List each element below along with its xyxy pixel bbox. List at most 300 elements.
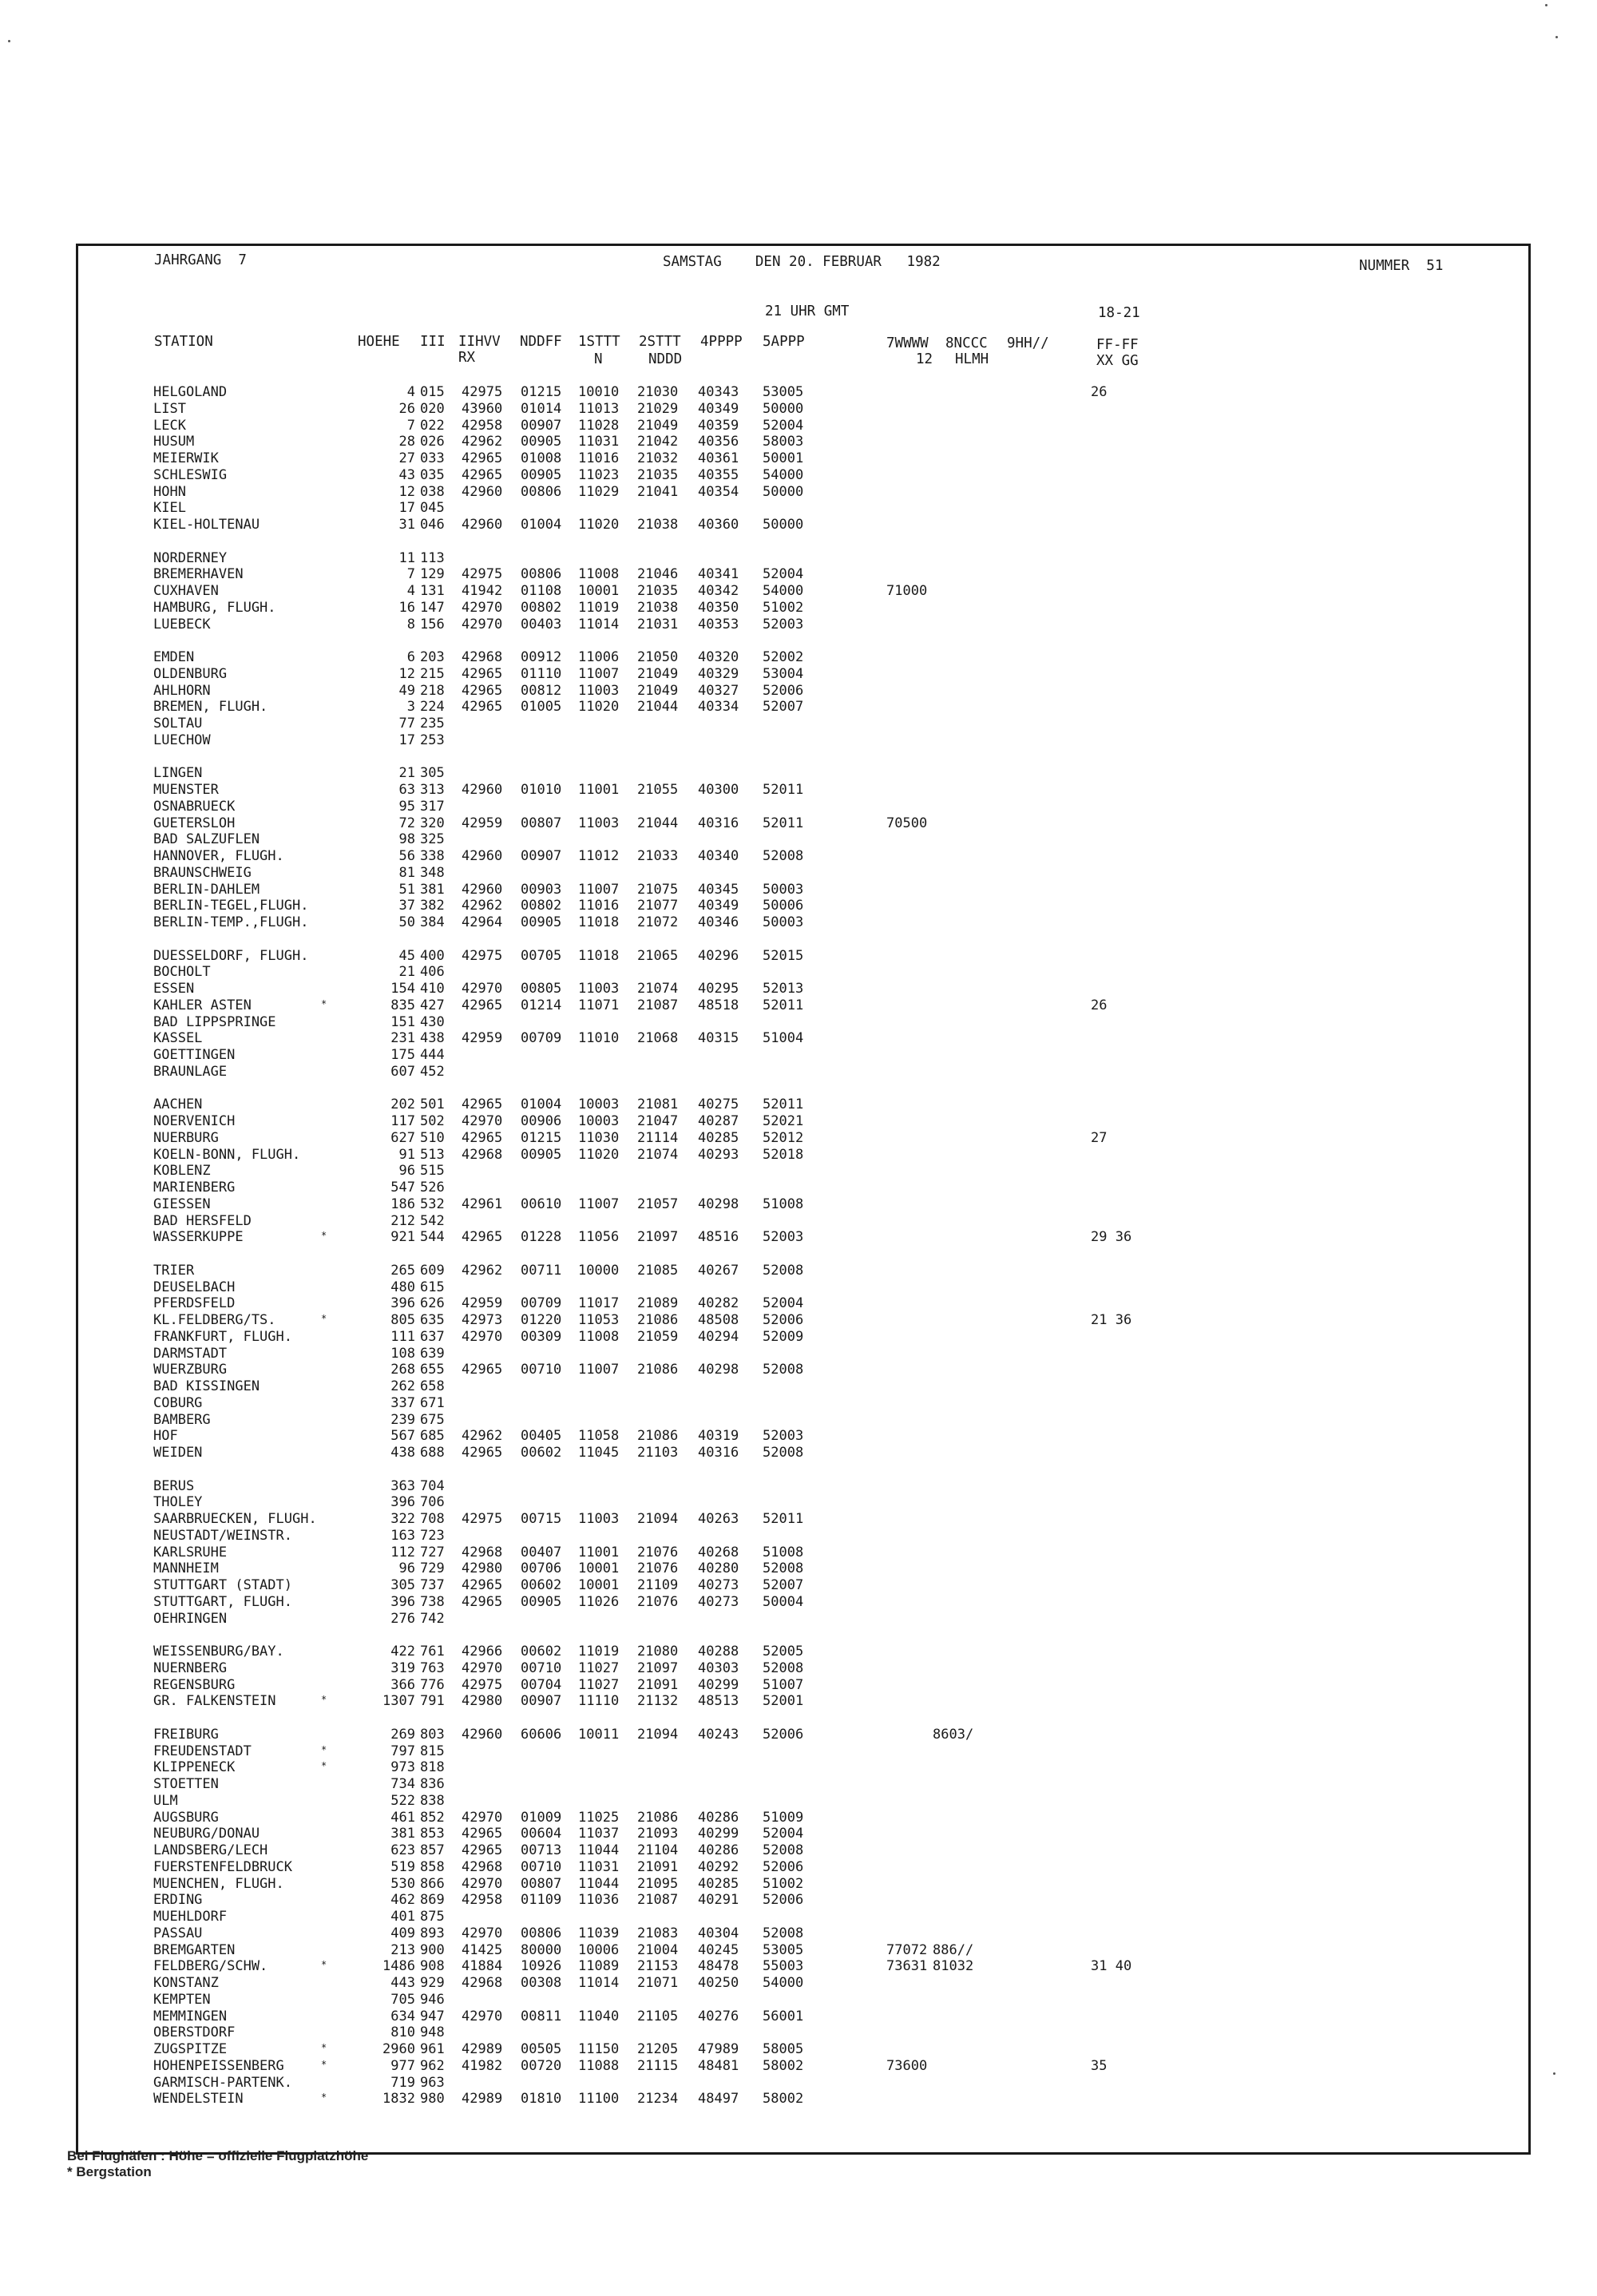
station-name: LECK	[153, 417, 186, 434]
5appp-value: 52012	[763, 1129, 804, 1146]
station-name: HUSUM	[153, 434, 195, 450]
station-name: ERDING	[153, 1892, 203, 1909]
col-ff-sub: XX GG	[1096, 353, 1139, 369]
table-row	[0, 517, 1597, 533]
2sttt-value: 21081	[637, 1096, 679, 1113]
1sttt-value: 11020	[578, 517, 620, 533]
table-row	[0, 1113, 1597, 1129]
hoehe-value: 547	[390, 1180, 415, 1196]
nddff-value: 00720	[521, 2057, 562, 2074]
table-row	[0, 765, 1597, 781]
2sttt-value: 21153	[637, 1958, 679, 1975]
5appp-value: 55003	[763, 1958, 804, 1975]
hoehe-value: 202	[390, 1096, 415, 1113]
col-4pppp: 4PPPP	[700, 334, 743, 350]
iii-value: 615	[420, 1279, 445, 1295]
iii-value: 838	[420, 1792, 445, 1809]
hoehe-value: 607	[390, 1063, 415, 1080]
table-row	[0, 1909, 1597, 1925]
station-name: KL.FELDBERG/TS.	[153, 1312, 276, 1328]
table-row	[0, 2009, 1597, 2024]
2sttt-value: 21094	[637, 1726, 679, 1743]
nddff-value: 01228	[521, 1229, 562, 1246]
4pppp-value: 40304	[698, 1925, 739, 1941]
station-name: THOLEY	[153, 1494, 203, 1511]
iii-value: 526	[420, 1180, 445, 1196]
station-name: MUENCHEN, FLUGH.	[153, 1875, 284, 1892]
hoehe-value: 269	[390, 1726, 415, 1743]
5appp-value: 50001	[763, 450, 804, 466]
nddff-value: 00705	[521, 947, 562, 964]
nddff-value: 00802	[521, 898, 562, 914]
5appp-value: 51009	[763, 1809, 804, 1826]
table-row	[0, 467, 1597, 483]
nddff-value: 00906	[521, 1113, 562, 1129]
table-row	[0, 1577, 1597, 1593]
table-row	[0, 583, 1597, 599]
mountain-station-marker: *	[321, 1313, 327, 1324]
1sttt-value: 11014	[578, 1975, 620, 1991]
hoehe-value: 438	[390, 1445, 415, 1461]
5appp-value: 50006	[763, 898, 804, 914]
4pppp-value: 40315	[698, 1030, 739, 1047]
table-row	[0, 1346, 1597, 1362]
station-name: NOERVENICH	[153, 1113, 236, 1129]
iii-value: 045	[420, 500, 445, 517]
hoehe-value: 96	[398, 1163, 415, 1180]
iii-value: 382	[420, 898, 445, 914]
table-row	[0, 1611, 1597, 1627]
iii-value: 406	[420, 964, 445, 981]
iii-value: 815	[420, 1743, 445, 1759]
4pppp-value: 40288	[698, 1644, 739, 1660]
station-name: FREIBURG	[153, 1726, 219, 1743]
iihvv-value: 42965	[462, 466, 503, 483]
station-name: BERLIN-TEMP.,FLUGH.	[153, 914, 309, 930]
1sttt-value: 11016	[578, 898, 620, 914]
station-name: NORDERNEY	[153, 549, 228, 566]
iii-value: 046	[420, 517, 445, 533]
5appp-value: 52008	[763, 1925, 804, 1941]
2sttt-value: 21044	[637, 699, 679, 716]
5appp-value: 52011	[763, 997, 804, 1013]
iii-value: 866	[420, 1875, 445, 1892]
iihvv-value: 42966	[462, 1644, 503, 1660]
iii-value: 763	[420, 1660, 445, 1676]
table-row	[0, 1545, 1597, 1560]
table-row	[0, 1279, 1597, 1295]
hoehe-value: 1832	[382, 2091, 415, 2108]
nddff-value: 01215	[521, 1129, 562, 1146]
station-name: MEIERWIK	[153, 450, 219, 466]
table-row	[0, 799, 1597, 815]
2sttt-value: 21114	[637, 1129, 679, 1146]
5appp-value: 52002	[763, 649, 804, 665]
1sttt-value: 11044	[578, 1875, 620, 1892]
table-row	[0, 699, 1597, 715]
iihvv-value: 42970	[462, 1809, 503, 1826]
station-name: WASSERKUPPE	[153, 1229, 244, 1246]
table-row	[0, 1461, 1597, 1477]
5appp-value: 52006	[763, 682, 804, 699]
1sttt-value: 11006	[578, 649, 620, 665]
4pppp-value: 40300	[698, 782, 739, 798]
col-2sttt: 2STTT	[639, 334, 681, 350]
iii-value: 688	[420, 1445, 445, 1461]
hoehe-value: 396	[390, 1593, 415, 1610]
2sttt-value: 21072	[637, 914, 679, 930]
1sttt-value: 11003	[578, 815, 620, 831]
2sttt-value: 21103	[637, 1445, 679, 1461]
1sttt-value: 11012	[578, 848, 620, 864]
table-row	[0, 1677, 1597, 1693]
station-name: HAMBURG, FLUGH.	[153, 599, 276, 616]
4pppp-value: 47989	[698, 2041, 739, 2057]
iii-value: 761	[420, 1644, 445, 1660]
nddff-value: 00704	[521, 1676, 562, 1693]
5appp-value: 52006	[763, 1726, 804, 1743]
nddff-value: 01008	[521, 450, 562, 466]
5appp-value: 58002	[763, 2091, 804, 2108]
iii-value: 400	[420, 947, 445, 964]
station-name: FUERSTENFELDBRUCK	[153, 1858, 292, 1875]
col-1sttt-sub: N	[594, 351, 603, 367]
hoehe-value: 623	[390, 1842, 415, 1858]
col-5appp: 5APPP	[763, 334, 805, 350]
station-name: FREUDENSTADT	[153, 1743, 252, 1759]
1sttt-value: 11150	[578, 2041, 620, 2057]
iii-value: 609	[420, 1262, 445, 1279]
table-row	[0, 2041, 1597, 2057]
4pppp-value: 40276	[698, 2008, 739, 2024]
2sttt-value: 21087	[637, 997, 679, 1013]
station-name: AUGSBURG	[153, 1809, 219, 1826]
4pppp-value: 48497	[698, 2091, 739, 2108]
iii-value: 384	[420, 914, 445, 930]
station-name: STOETTEN	[153, 1776, 219, 1792]
2sttt-value: 21075	[637, 881, 679, 898]
col-7wwww-sub: 12	[916, 351, 933, 367]
iii-value: 381	[420, 881, 445, 898]
5appp-value: 52021	[763, 1113, 804, 1129]
table-row	[0, 1975, 1597, 1991]
4pppp-value: 40296	[698, 947, 739, 964]
hoehe-value: 268	[390, 1362, 415, 1378]
hoehe-value: 921	[390, 1229, 415, 1246]
1sttt-value: 10001	[578, 583, 620, 599]
hoehe-value: 276	[390, 1610, 415, 1627]
table-row	[0, 550, 1597, 566]
station-name: HELGOLAND	[153, 384, 228, 400]
1sttt-value: 11007	[578, 1362, 620, 1378]
table-row	[0, 1412, 1597, 1428]
5appp-value: 52011	[763, 1096, 804, 1113]
5appp-value: 52011	[763, 1511, 804, 1527]
station-name: HANNOVER, FLUGH.	[153, 848, 284, 864]
iihvv-value: 42960	[462, 881, 503, 898]
table-row	[0, 1826, 1597, 1842]
iii-value: 313	[420, 782, 445, 798]
iii-value: 427	[420, 997, 445, 1013]
table-row	[0, 617, 1597, 632]
station-name: CUXHAVEN	[153, 583, 219, 599]
table-row	[0, 1064, 1597, 1080]
5appp-value: 50003	[763, 914, 804, 930]
2sttt-value: 21059	[637, 1328, 679, 1345]
iii-value: 305	[420, 765, 445, 782]
iii-value: 655	[420, 1362, 445, 1378]
4pppp-value: 40282	[698, 1295, 739, 1312]
hoehe-value: 977	[390, 2057, 415, 2074]
nddff-value: 00602	[521, 1644, 562, 1660]
1sttt-value: 11020	[578, 699, 620, 716]
2sttt-value: 21086	[637, 1428, 679, 1445]
7wwww-value: 71000	[886, 583, 928, 599]
table-row	[0, 882, 1597, 898]
4pppp-value: 40349	[698, 400, 739, 417]
5appp-value: 52011	[763, 782, 804, 798]
iihvv-value: 42962	[462, 434, 503, 450]
station-name: BAD SALZUFLEN	[153, 831, 260, 848]
nddff-value: 00905	[521, 1593, 562, 1610]
hoehe-value: 16	[398, 599, 415, 616]
iii-value: 218	[420, 682, 445, 699]
iii-value: 131	[420, 583, 445, 599]
hoehe-value: 363	[390, 1477, 415, 1494]
4pppp-value: 40295	[698, 981, 739, 997]
5appp-value: 52015	[763, 947, 804, 964]
1sttt-value: 11007	[578, 881, 620, 898]
1sttt-value: 10003	[578, 1096, 620, 1113]
5appp-value: 50000	[763, 517, 804, 533]
nddff-value: 00711	[521, 1262, 562, 1279]
4pppp-value: 40359	[698, 417, 739, 434]
table-row	[0, 1096, 1597, 1112]
nddff-value: 00602	[521, 1577, 562, 1593]
table-row	[0, 848, 1597, 864]
iii-value: 224	[420, 699, 445, 716]
hoehe-value: 1307	[382, 1693, 415, 1710]
1sttt-value: 11044	[578, 1842, 620, 1858]
4pppp-value: 40340	[698, 848, 739, 864]
7wwww-value: 77072	[886, 1941, 928, 1958]
iihvv-value: 42968	[462, 1544, 503, 1560]
1sttt-value: 11019	[578, 599, 620, 616]
nddff-value: 80000	[521, 1941, 562, 1958]
iii-value: 320	[420, 815, 445, 831]
nddff-value: 00709	[521, 1295, 562, 1312]
hoehe-value: 409	[390, 1925, 415, 1941]
nddff-value: 00403	[521, 616, 562, 632]
2sttt-value: 21049	[637, 682, 679, 699]
table-row	[0, 1395, 1597, 1411]
hoehe-value: 319	[390, 1660, 415, 1676]
station-name: BAMBERG	[153, 1411, 211, 1428]
4pppp-value: 40243	[698, 1726, 739, 1743]
5appp-value: 52008	[763, 1842, 804, 1858]
station-name: LUECHOW	[153, 732, 211, 748]
iihvv-value: 42960	[462, 782, 503, 798]
nddff-value: 00604	[521, 1826, 562, 1842]
iii-value: 253	[420, 732, 445, 748]
period-label: 18-21	[1098, 305, 1140, 321]
station-name: BERLIN-DAHLEM	[153, 881, 260, 898]
hoehe-value: 381	[390, 1826, 415, 1842]
iii-value: 317	[420, 798, 445, 815]
4pppp-value: 40291	[698, 1892, 739, 1909]
iii-value: 348	[420, 864, 445, 881]
iii-value: 026	[420, 434, 445, 450]
hoehe-value: 21	[398, 964, 415, 981]
iii-value: 532	[420, 1196, 445, 1212]
station-name: FELDBERG/SCHW.	[153, 1958, 268, 1975]
5appp-value: 51007	[763, 1676, 804, 1693]
hoehe-value: 12	[398, 665, 415, 682]
5appp-value: 58003	[763, 434, 804, 450]
iihvv-value: 42962	[462, 898, 503, 914]
col-iihvv: IIHVV	[458, 334, 501, 350]
station-name: NUERBURG	[153, 1129, 219, 1146]
4pppp-value: 48513	[698, 1693, 739, 1710]
iihvv-value: 42975	[462, 1511, 503, 1527]
nddff-value: 00405	[521, 1428, 562, 1445]
station-name: ESSEN	[153, 981, 195, 997]
2sttt-value: 21029	[637, 400, 679, 417]
5appp-value: 56001	[763, 2008, 804, 2024]
iii-value: 203	[420, 649, 445, 665]
hoehe-value: 337	[390, 1394, 415, 1411]
4pppp-value: 40294	[698, 1328, 739, 1345]
1sttt-value: 11010	[578, 1030, 620, 1047]
5appp-value: 52013	[763, 981, 804, 997]
4pppp-value: 40361	[698, 450, 739, 466]
iihvv-value: 42962	[462, 1428, 503, 1445]
1sttt-value: 11089	[578, 1958, 620, 1975]
hoehe-value: 396	[390, 1494, 415, 1511]
station-name: BAD HERSFELD	[153, 1212, 252, 1229]
station-name: BAD LIPPSPRINGE	[153, 1013, 276, 1030]
hoehe-value: 17	[398, 500, 415, 517]
4pppp-value: 40280	[698, 1560, 739, 1577]
iii-value: 818	[420, 1759, 445, 1776]
hoehe-value: 462	[390, 1892, 415, 1909]
2sttt-value: 21086	[637, 1312, 679, 1328]
4pppp-value: 40299	[698, 1676, 739, 1693]
hoehe-value: 77	[398, 716, 415, 732]
1sttt-value: 11056	[578, 1229, 620, 1246]
hoehe-value: 322	[390, 1511, 415, 1527]
nummer-label: NUMMER 51	[1359, 258, 1444, 274]
iihvv-value: 42975	[462, 1676, 503, 1693]
nddff-value: 10926	[521, 1958, 562, 1975]
hoehe-value: 4	[406, 583, 415, 599]
station-name: BERLIN-TEGEL,FLUGH.	[153, 898, 309, 914]
nddff-value: 00807	[521, 1875, 562, 1892]
hoehe-value: 49	[398, 682, 415, 699]
table-row	[0, 914, 1597, 930]
hoehe-value: 634	[390, 2008, 415, 2024]
table-row	[0, 1644, 1597, 1660]
iihvv-value: 42989	[462, 2091, 503, 2108]
iihvv-value: 42965	[462, 997, 503, 1013]
hoehe-value: 63	[398, 782, 415, 798]
station-name: SAARBRUECKEN, FLUGH.	[153, 1511, 317, 1527]
4pppp-value: 40356	[698, 434, 739, 450]
1sttt-value: 10010	[578, 384, 620, 400]
station-name: KARLSRUHE	[153, 1544, 228, 1560]
iii-value: 510	[420, 1129, 445, 1146]
nddff-value: 00807	[521, 815, 562, 831]
iii-value: 737	[420, 1577, 445, 1593]
4pppp-value: 40298	[698, 1362, 739, 1378]
5appp-value: 52008	[763, 1560, 804, 1577]
5appp-value: 54000	[763, 583, 804, 599]
table-row	[0, 1511, 1597, 1527]
1sttt-value: 11039	[578, 1925, 620, 1941]
nddff-value: 00905	[521, 466, 562, 483]
iihvv-value: 41982	[462, 2057, 503, 2074]
5appp-value: 52007	[763, 1577, 804, 1593]
nddff-value: 00407	[521, 1544, 562, 1560]
5appp-value: 51002	[763, 599, 804, 616]
iihvv-value: 41425	[462, 1941, 503, 1958]
hoehe-value: 719	[390, 2074, 415, 2091]
station-name: TRIER	[153, 1262, 195, 1279]
table-row	[0, 1560, 1597, 1576]
iii-value: 875	[420, 1909, 445, 1925]
2sttt-value: 21049	[637, 665, 679, 682]
station-name: SCHLESWIG	[153, 466, 228, 483]
hoehe-value: 212	[390, 1212, 415, 1229]
iihvv-value: 43960	[462, 400, 503, 417]
1sttt-value: 11003	[578, 981, 620, 997]
1sttt-value: 11018	[578, 947, 620, 964]
5appp-value: 52007	[763, 699, 804, 716]
table-row	[0, 865, 1597, 881]
table-row	[0, 1213, 1597, 1229]
table-row	[0, 1627, 1597, 1643]
2sttt-value: 21047	[637, 1113, 679, 1129]
4pppp-value: 40263	[698, 1511, 739, 1527]
nddff-value: 00710	[521, 1362, 562, 1378]
table-row	[0, 1693, 1597, 1709]
1sttt-value: 11031	[578, 1858, 620, 1875]
nddff-value: 00706	[521, 1560, 562, 1577]
2sttt-value: 21042	[637, 434, 679, 450]
mountain-station-marker: *	[321, 1694, 327, 1706]
1sttt-value: 11008	[578, 566, 620, 583]
4pppp-value: 40298	[698, 1196, 739, 1212]
hoehe-value: 734	[390, 1776, 415, 1792]
iihvv-value: 42968	[462, 1858, 503, 1875]
nddff-value: 00710	[521, 1858, 562, 1875]
5appp-value: 53005	[763, 384, 804, 400]
1sttt-value: 11016	[578, 450, 620, 466]
5appp-value: 52003	[763, 616, 804, 632]
station-name: GOETTINGEN	[153, 1047, 236, 1063]
5appp-value: 52006	[763, 1858, 804, 1875]
4pppp-value: 40316	[698, 1445, 739, 1461]
5appp-value: 58002	[763, 2057, 804, 2074]
hoehe-value: 530	[390, 1875, 415, 1892]
nddff-value: 00802	[521, 599, 562, 616]
table-row	[0, 716, 1597, 732]
1sttt-value: 11058	[578, 1428, 620, 1445]
iihvv-value: 42965	[462, 1129, 503, 1146]
station-name: OBERSTDORF	[153, 2024, 236, 2041]
2sttt-value: 21035	[637, 583, 679, 599]
table-row	[0, 964, 1597, 980]
